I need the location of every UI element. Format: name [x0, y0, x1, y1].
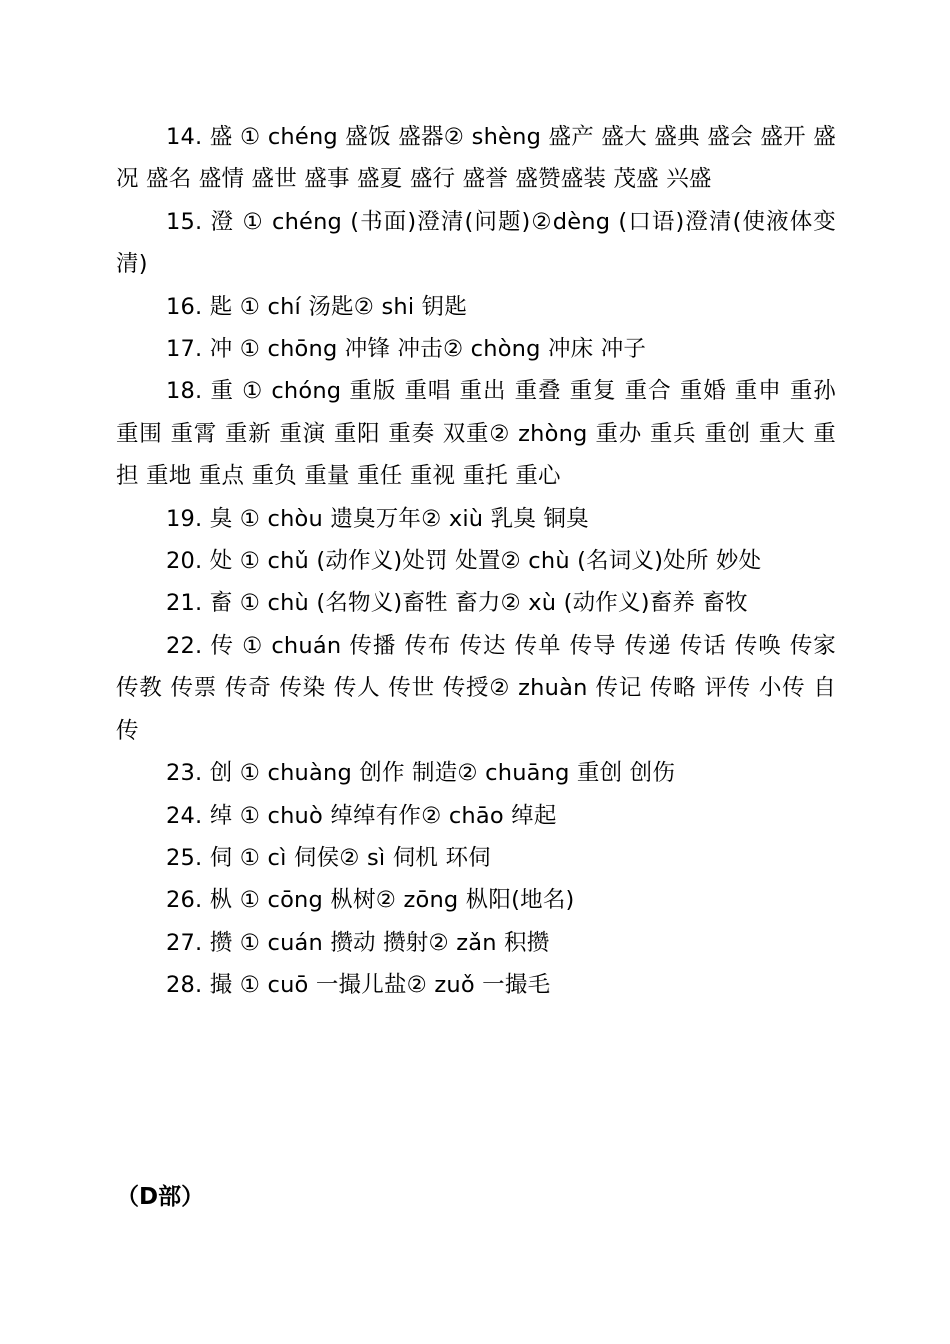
- entry-17: 17. 冲 ① chōng 冲锋 冲击② chòng 冲床 冲子: [166, 336, 647, 363]
- entry-28: 28. 撮 ① cuō 一撮儿盐② zuǒ 一撮毛: [166, 972, 551, 999]
- entry-21: 21. 畜 ① chù (名物义)畜牲 畜力② xù (动作义)畜养 畜牧: [166, 590, 748, 617]
- entry-25: 25. 伺 ① cì 伺侯② sì 伺机 环伺: [166, 844, 491, 871]
- entry-15: 15. 澄 ① chéng (书面)澄清(问题)②dèng (口语)澄清(使液体变清): [116, 208, 836, 278]
- polyphone-entry-list: [116, 116, 836, 1007]
- entry-22: 22. 传 ① chuán 传播 传布 传达 传单 传导 传递 传话 传唤 传家 传教 传票 传奇 传染 传人 传世 传授② zhuàn 传记 传略 评传 小传 自传: [116, 632, 836, 744]
- entry-23: 23. 创 ① chuàng 创作 制造② chuāng 重创 创伤: [166, 760, 676, 787]
- entry-26: 26. 枞 ① cōng 枞树② zōng 枞阳(地名): [166, 887, 575, 914]
- entry-14: 14. 盛 ① chéng 盛饭 盛器② shèng 盛产 盛大 盛典 盛会 盛开 盛况 盛名 盛情 盛世 盛事 盛夏 盛行 盛誉 盛赞盛装 茂盛 兴盛: [116, 124, 836, 193]
- entry-18: 18. 重 ① chóng 重版 重唱 重出 重叠 重复 重合 重婚 重申 重孙 重围 重霄 重新 重演 重阳 重奏 双重② zhòng 重办 重兵 重创 重大 重担 重地 重点 重负 重量 重任 重视 重托 重心: [116, 378, 836, 490]
- entry-16: 16. 匙 ① chí 汤匙② shi 钥匙: [166, 293, 468, 320]
- section-heading: （D部）: [116, 1184, 205, 1210]
- entry-24: 24. 绰 ① chuò 绰绰有作② chāo 绰起: [166, 802, 557, 829]
- entry-19: 19. 臭 ① chòu 遗臭万年② xiù 乳臭 铜臭: [166, 505, 589, 532]
- entry-27: 27. 攒 ① cuán 攒动 攒射② zǎn 积攒: [166, 929, 550, 956]
- entry-20: 20. 处 ① chǔ (动作义)处罚 处置② chù (名词义)处所 妙处: [166, 548, 762, 575]
